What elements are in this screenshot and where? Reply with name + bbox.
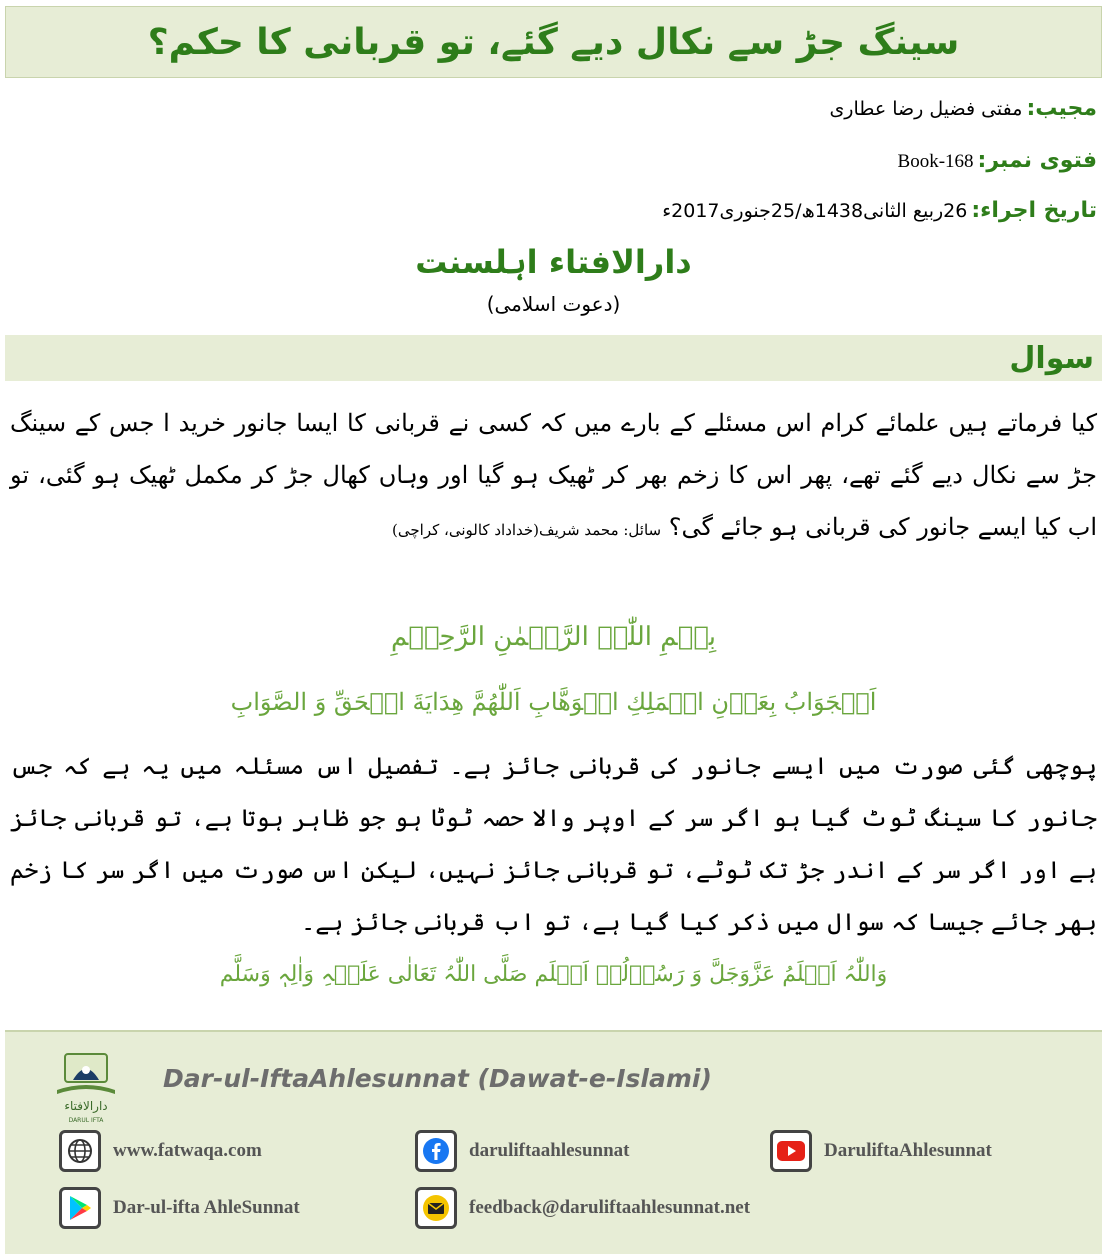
institute-subtitle: (دعوت اسلامی) — [486, 292, 621, 316]
svg-text:دارالافتاء: دارالافتاء — [64, 1099, 108, 1113]
youtube-contact[interactable] — [770, 1130, 992, 1172]
issue-date-value: 26ربیع الثانی1438ھ/25جنوری2017ء — [662, 200, 968, 222]
email-contact[interactable] — [415, 1187, 750, 1229]
fatwa-number-value: Book-168 — [897, 151, 974, 172]
globe-icon — [59, 1130, 101, 1172]
email-icon — [415, 1187, 457, 1229]
bismillah: بِسۡمِ اللّٰہِ الرَّحۡمٰنِ الرَّحِیۡمِ — [390, 622, 717, 652]
mujeeb-line — [829, 96, 1097, 121]
issue-date-label: تاریخ اجراء: — [971, 198, 1097, 223]
footer — [5, 1030, 1102, 1254]
issue-date-line — [662, 198, 1097, 223]
playstore-link[interactable]: Dar-ul-ifta AhleSunnat — [113, 1197, 300, 1218]
mujeeb-label: مجیب: — [1026, 96, 1097, 121]
question-text-block — [10, 397, 1097, 556]
footer-org-title: Dar-ul-IftaAhlesunnat (Dawat-e-Islami) — [163, 1064, 712, 1093]
fatwa-number-label: فتوی نمبر: — [977, 148, 1097, 173]
website-link[interactable]: www.fatwaqa.com — [113, 1140, 262, 1161]
fatwa-number-line — [898, 148, 1097, 173]
institute-name: دارالافتاء اہلسنت — [415, 243, 692, 281]
questioner: سائل: محمد شریف(خداداد کالونی، کراچی) — [392, 521, 662, 539]
play-store-icon — [59, 1187, 101, 1229]
page-title: سینگ جڑ سے نکال دیے گئے، تو قربانی کا حکم؟ — [5, 6, 1102, 78]
youtube-icon — [770, 1130, 812, 1172]
question-heading: سوال — [1009, 340, 1094, 376]
email-link[interactable]: feedback@daruliftaahlesunnat.net — [469, 1197, 751, 1218]
answer-text: پوچھی گئی صورت میں ایسے جانور کی قربانی جائز ہے۔ تفصیل اس مسئلہ میں یہ ہے کہ جس جانور کا سینگ ٹوٹ گیا ہو اگر سر کے اوپر والا حصہ ٹوٹا ہو جو ظاہر ہوتا ہے، تو قربانی جائز ہے اور اگر سر کے اندر جڑ تک ٹوٹے، تو قربانی جائز نہیں، لیکن اس صورت میں اگر سر کا زخم بھر جائے جیسا کہ سوال میں ذکر کیا گیا ہے، تو اب قربانی جائز ہے۔ — [10, 752, 1097, 936]
answer-opening: اَلۡجَوَابُ بِعَوۡنِ الۡمَلِكِ الۡوَهَّابِ اَللّٰهُمَّ هِدَايَةَ الۡحَقِّ وَ الصَّوَابِ — [230, 688, 877, 716]
facebook-link[interactable]: daruliftaahlesunnat — [469, 1140, 630, 1161]
svg-text:DARUL IFTA: DARUL IFTA — [68, 1117, 104, 1124]
youtube-link[interactable]: DaruliftaAhlesunnat — [824, 1140, 992, 1161]
question-text: کیا فرماتے ہیں علمائے کرام اس مسئلے کے بارے میں کہ کسی نے قربانی کا ایسا جانور خرید ا جس کے سینگ جڑ سے نکال دیے گئے تھے، پھر اس کا زخم بھر کر ٹھیک ہو گیا اور وہاں کھال جڑ کر مکمل ٹھیک ہو گئی، تو اب کیا ایسے جانور کی قربانی ہو جائے گی؟ — [10, 409, 1097, 541]
closing-formula: وَاللّٰہُ اَعۡلَمُ عَزَّوَجَلَّ وَ رَسُوۡلُہٗ اَعۡلَم صَلَّی اللّٰہُ تَعَالٰی عَلَیۡہِ وَاٰلِہٖ وَسَلَّم — [219, 962, 888, 987]
facebook-contact[interactable] — [415, 1130, 629, 1172]
org-logo — [51, 1050, 121, 1130]
website-contact[interactable] — [59, 1130, 262, 1172]
playstore-contact[interactable] — [59, 1187, 300, 1229]
mujeeb-value: مفتی فضیل رضا عطاری — [829, 98, 1023, 120]
question-heading-bar — [5, 335, 1102, 381]
facebook-icon — [415, 1130, 457, 1172]
